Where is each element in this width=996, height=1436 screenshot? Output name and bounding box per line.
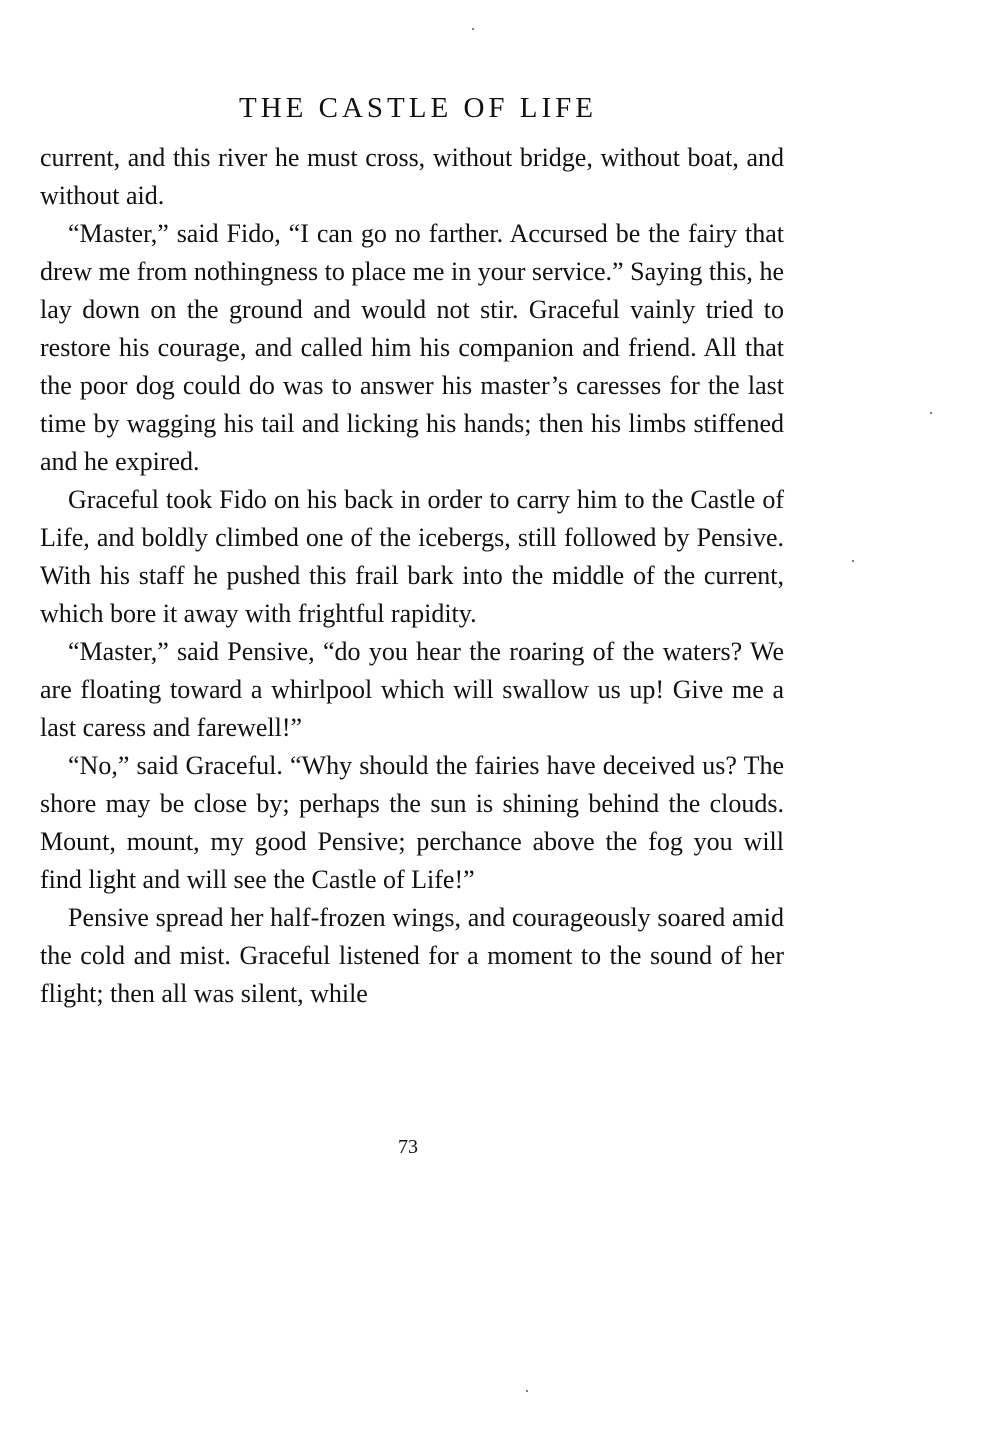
scan-speck [526, 1390, 528, 1392]
paragraph-2: “Master,” said Fido, “I can go no farther. Accursed be the fairy that drew me from nothingness to place me in your service.” Saying this, he lay down on the ground and would not stir. Graceful vainly tried to restore his courage, and called him his companion and friend. All that the poor dog could do was to answer his master’s caresses for the last time by wagging his tail and licking his hands; then his limbs stiffened and he expired. [40, 219, 784, 476]
scan-speck [852, 560, 854, 562]
scan-speck [472, 28, 474, 30]
paragraph-1: current, and this river he must cross, without bridge, without boat, and without aid. [40, 143, 784, 210]
page-number: 73 [398, 1136, 418, 1158]
body-text [40, 139, 784, 1013]
paragraph-3: Graceful took Fido on his back in order to carry him to the Castle of Life, and boldly climbed one of the icebergs, still followed by Pensive. With his staff he pushed this frail bark into the middle of the current, which bore it away with frightful rapidity. [40, 485, 784, 628]
paragraph-5: “No,” said Graceful. “Why should the fairies have deceived us? The shore may be close by; perhaps the sun is shining behind the clouds. Mount, mount, my good Pensive; perchance above the fog you will find light and will see the Castle of Life!” [40, 751, 784, 894]
paragraph-4: “Master,” said Pensive, “do you hear the roaring of the waters? We are floating toward a whirlpool which will swallow us up! Give me a last caress and farewell!” [40, 637, 784, 742]
running-head: THE CASTLE OF LIFE [239, 92, 597, 124]
paragraph-6: Pensive spread her half-frozen wings, and courageously soared amid the cold and mist. Graceful listened for a moment to the sound of her flight; then all was silent, while [40, 903, 784, 1008]
scan-speck [930, 412, 932, 414]
